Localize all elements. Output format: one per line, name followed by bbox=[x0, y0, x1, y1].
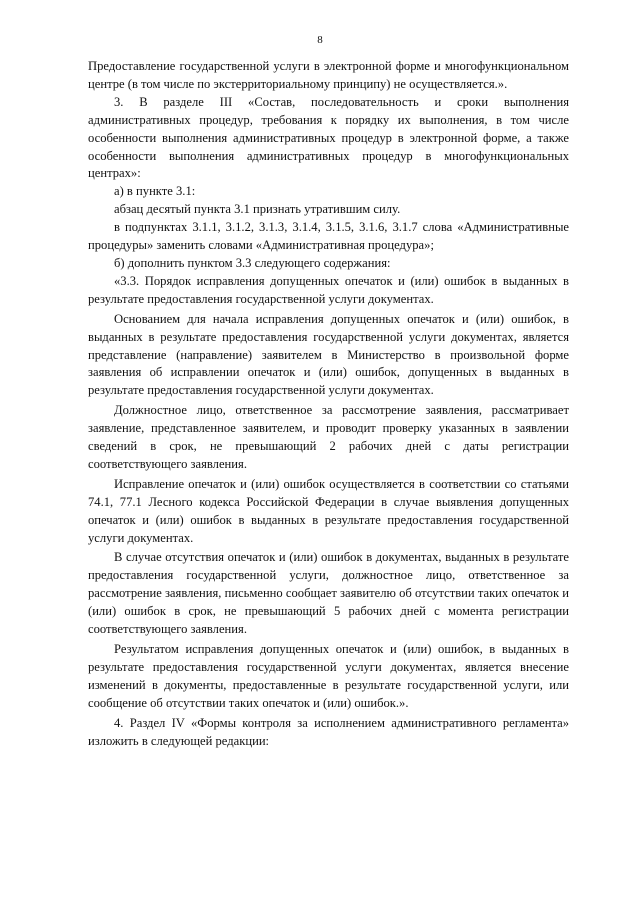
paragraph-item-4: 4. Раздел IV «Формы контроля за исполнением административного регламента» изложить в следующей редакции: bbox=[88, 715, 569, 748]
paragraph-subpoints-replace: в подпунктах 3.1.1, 3.1.2, 3.1.3, 3.1.4, 3.1.5, 3.1.6, 3.1.7 слова «Административные процедуры» заменить словами «Административная процедура»; bbox=[88, 220, 569, 253]
page-number: 8 bbox=[317, 34, 323, 46]
paragraph-official-review: Должностное лицо, ответственное за рассмотрение заявления, рассматривает заявление, представленное заявителем, и проводит проверку указанных в заявлении сведений в срок, не превышающий 2 рабочих дней с даты регистрации соответствующего заявления. bbox=[88, 403, 569, 471]
paragraph-correction: Исправление опечаток и (или) ошибок осуществляется в соответствии со статьями 74.1, 77.1 Лесного кодекса Российской Федерации в случае выявления допущенных опечаток и (или) ошибок в выданных в результате предоставления государственной услуги документах. bbox=[88, 476, 569, 545]
paragraph-abzac-tenth: абзац десятый пункта 3.1 признать утратившим силу. bbox=[114, 202, 401, 217]
paragraph-subitem-a: а) в пункте 3.1: bbox=[114, 184, 196, 199]
paragraph-basis: Основанием для начала исправления допущенных опечаток и (или) ошибок, в выданных в результате предоставления государственной услуги документах, является представление (направление) заявителем в Министерство в произвольной форме заявления об исправлении опечаток и (или) ошибок, допущенных в выданных в результате предоставления государственной услуги документах. bbox=[88, 311, 569, 398]
paragraph-intro-continuation: Предоставление государственной услуги в электронной форме и многофункциональном центре (в том числе по экстерриториальному принципу) не осуществляется.». bbox=[88, 59, 569, 91]
paragraph-subitem-b: б) дополнить пунктом 3.3 следующего содержания: bbox=[114, 255, 391, 270]
document-body bbox=[88, 58, 569, 750]
paragraph-no-errors: В случае отсутствия опечаток и (или) ошибок в документах, выданных в результате предоставления государственной услуги, должностное лицо, ответственное за рассмотрение заявления, письменно сообщает заявителю об отсутствии таких опечаток и (или) ошибок в срок, не превышающий 5 рабочих дней с момента регистрации соответствующего заявления. bbox=[88, 550, 569, 637]
paragraph-result: Результатом исправления допущенных опечаток и (или) ошибок, в выданных в результате предоставления государственной услуги документах, является внесение изменений в документы, предоставленные в результате государственной услуги, или сообщение об отсутствии таких опечаток и (или) ошибок.». bbox=[88, 642, 569, 710]
paragraph-point-3-3: «3.3. Порядок исправления допущенных опечаток и (или) ошибок в выданных в результате предоставления государственной услуги документах. bbox=[88, 273, 569, 306]
paragraph-item-3: 3. В разделе III «Состав, последовательность и сроки выполнения административных процедур, требования к порядку их выполнения, в том числе особенности выполнения административных процедур в электронной форме, а также особенности выполнения административных процедур в многофункциональных центрах»: bbox=[88, 94, 569, 181]
